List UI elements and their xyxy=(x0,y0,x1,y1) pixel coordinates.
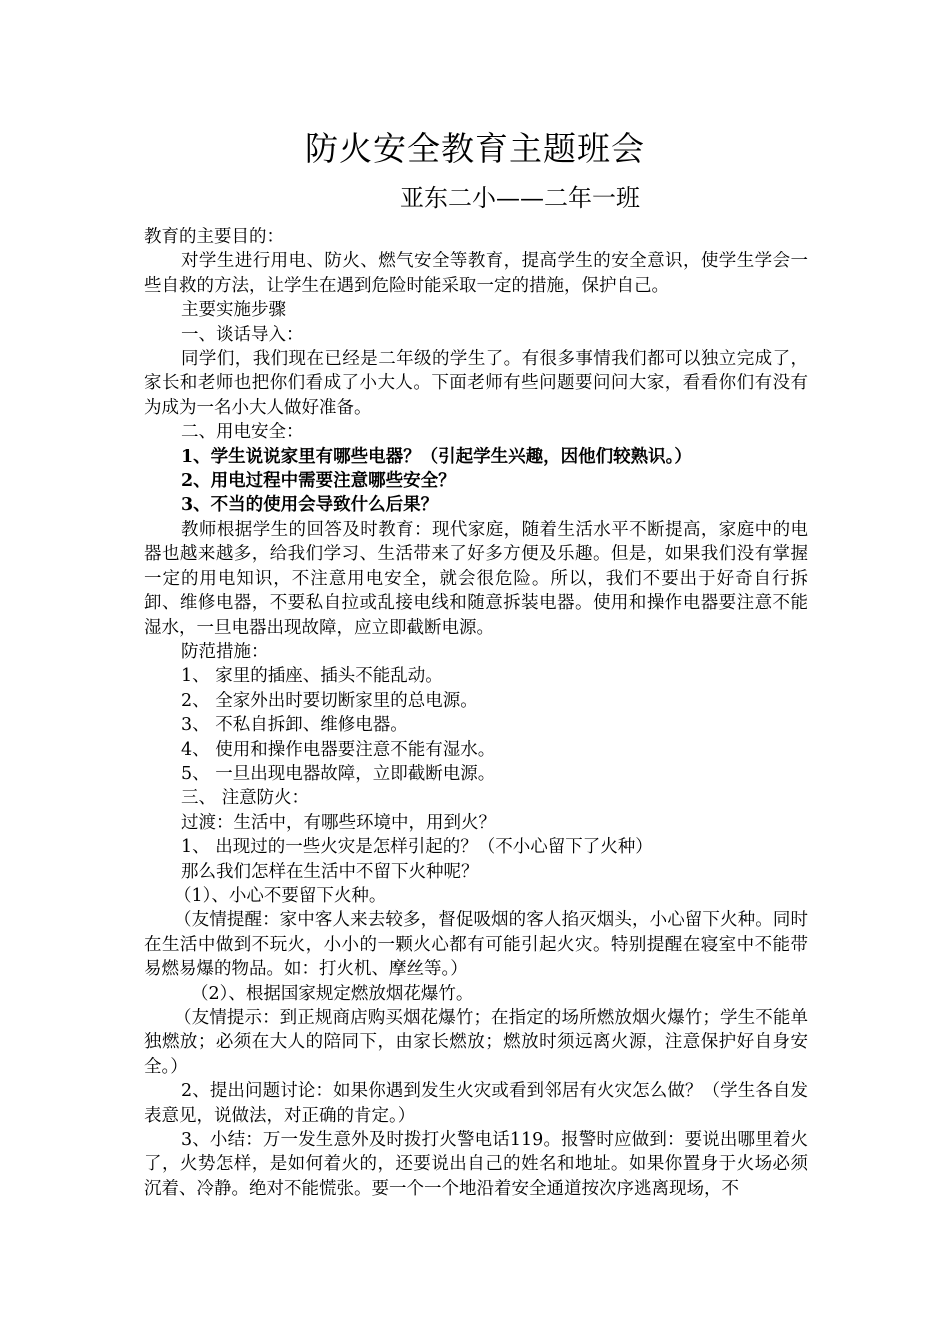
section-heading-purpose: 教育的主要目的： xyxy=(144,227,284,247)
electric-question-2: 2、用电过程中需要注意哪些安全？ xyxy=(181,471,456,492)
intro-paragraph: 同学们，我们现在已经是二年级的学生了。有很多事情我们都可以独立完成了，家长和老师也把你们看成了小大人。下面老师有些问题要问问大家，看看你们有没有为成为一名小大人做好准备。 xyxy=(144,349,808,418)
fire-question-1: 1、 出现过的一些火灾是怎样引起的？（不小心留下了火种） xyxy=(181,837,653,858)
measure-item-4: 4、 使用和操作电器要注意不能有湿水。 xyxy=(181,739,496,760)
purpose-paragraph: 对学生进行用电、防火、燃气安全等教育，提高学生的安全意识，使学生学会一些自救的方法，让学生在遇到危险时能采取一定的措施，保护自己。 xyxy=(144,251,808,296)
measure-item-2: 2、 全家外出时要切断家里的总电源。 xyxy=(181,690,478,711)
section-heading-fire: 三、 注意防火： xyxy=(181,788,310,809)
document-title: 防火安全教育主题班会 xyxy=(305,129,645,168)
measure-item-3: 3、 不私自拆卸、维修电器。 xyxy=(181,715,408,736)
fire-tip-2-reminder: （友情提示：到正规商店购买烟花爆竹；在指定的场所燃放烟火爆竹；学生不能单独燃放；必须在大人的陪同下，由家长燃放；燃放时须远离火源，注意保护好自身安全。） xyxy=(144,1008,808,1077)
teacher-education-paragraph: 教师根据学生的回答及时教育：现代家庭，随着生活水平不断提高，家庭中的电器也越来越多，给我们学习、生活带来了好多方便及乐趣。但是，如果我们没有掌握一定的用电知识，不注意用电安全，就会很危险。所以，我们不要出于好奇自行拆卸、维修电器，不要私自拉或乱接电线和随意拆装电器。使用和操作电器要注意不能湿水，一旦电器出现故障，应立即截断电源。 xyxy=(144,519,808,638)
measure-item-5: 5、 一旦出现电器故障，立即截断电源。 xyxy=(181,763,496,784)
electric-question-3: 3、不当的使用会导致什么后果？ xyxy=(181,495,439,516)
section-heading-measures: 防范措施： xyxy=(181,641,269,662)
fire-tip-2-heading: （2）、根据国家规定燃放烟花爆竹。 xyxy=(191,983,474,1004)
document-subtitle: 亚东二小——二年一班 xyxy=(400,184,640,212)
section-heading-intro: 一、谈话导入： xyxy=(181,324,304,345)
document-body xyxy=(144,225,808,1201)
section-heading-steps: 主要实施步骤 xyxy=(181,300,286,321)
section-heading-electric: 二、用电安全： xyxy=(181,422,304,443)
fire-tip-1-heading: （1）、小心不要留下火种。 xyxy=(174,885,387,906)
fire-followup-question: 那么我们怎样在生活中不留下火种呢？ xyxy=(181,861,479,882)
summary-paragraph: 3、小结：万一发生意外及时拨打火警电话119。报警时应做到：要说出哪里着火了，火势怎样，是如何着火的，还要说出自己的姓名和地址。如果你置身于火场必须沉着、冷静。绝对不能慌张。要一个一个地沿着安全通道按次序逃离现场，不 xyxy=(144,1130,808,1199)
electric-question-1: 1、学生说说家里有哪些电器？（引起学生兴趣，因他们较熟识。） xyxy=(181,446,692,467)
fire-tip-1-reminder: （友情提醒：家中客人来去较多，督促吸烟的客人掐灭烟头，小心留下火种。同时在生活中做到不玩火，小小的一颗火心都有可能引起火灾。特别提醒在寝室中不能带易燃易爆的物品。如：打火机、摩丝等。） xyxy=(144,910,808,980)
transition-line: 过渡：生活中，有哪些环境中，用到火？ xyxy=(181,812,496,833)
discussion-paragraph: 2、提出问题讨论：如果你遇到发生火灾或看到邻居有火灾怎么做？（学生各自发表意见，说做法，对正确的肯定。） xyxy=(144,1081,808,1126)
measure-item-1: 1、 家里的插座、插头不能乱动。 xyxy=(181,666,443,687)
